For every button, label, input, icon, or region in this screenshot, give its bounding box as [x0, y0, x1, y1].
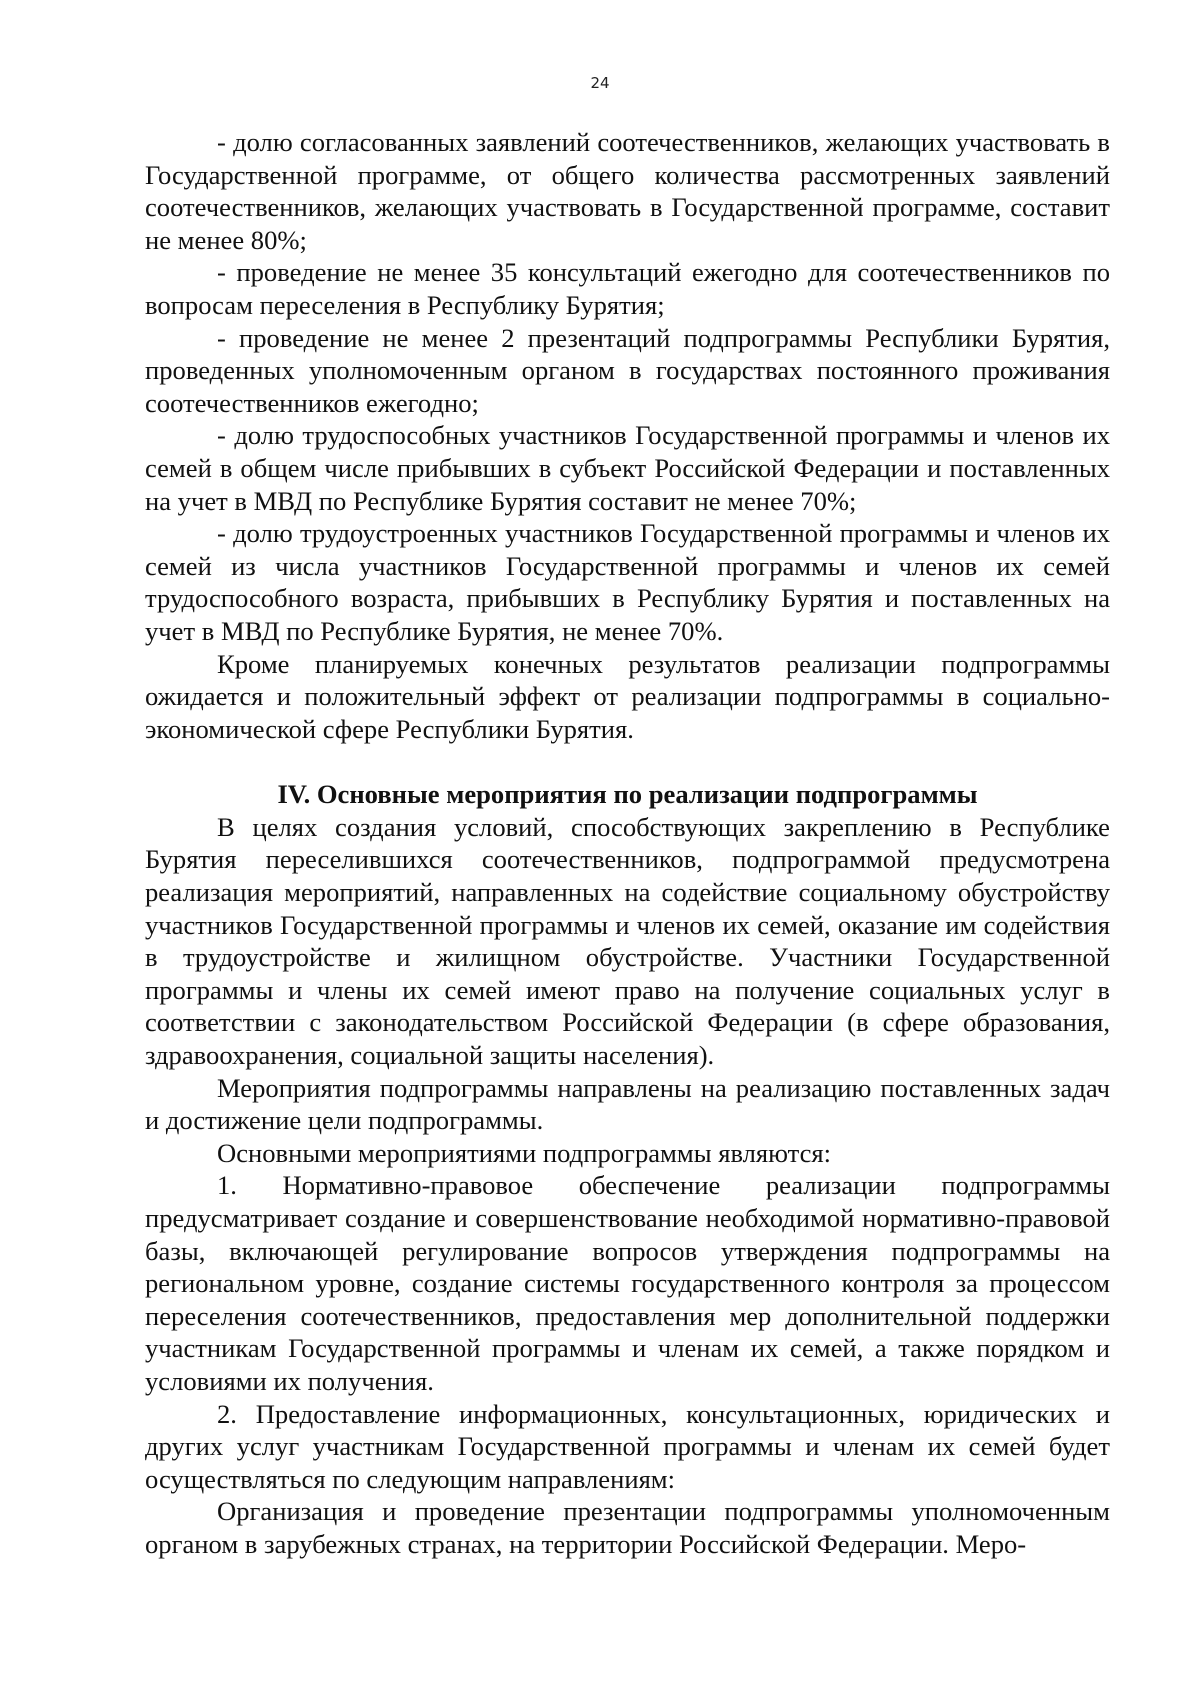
paragraph-presentation-organization: Организация и проведение презентации подпрограммы уполномоченным органом в зарубежных странах, на территории Российской Федерации. Меро- — [145, 1496, 1110, 1559]
paragraph-able-bodied-share: - долю трудоспособных участников Государственной программы и членов их семей в общем числе прибывших в субъект Российской Федерации и поставленных на учет в МВД по Республике Бурятия составит не менее 70%; — [145, 420, 1110, 516]
paragraph-main-measures: Основными мероприятиями подпрограммы являются: — [217, 1137, 832, 1168]
page-number: 24 — [590, 74, 610, 92]
document-body — [145, 126, 1110, 1561]
paragraph-employed-share: - долю трудоустроенных участников Государственной программы и членов их семей из числа участников Государственной программы и членов их семей трудоспособного возраста, прибывших в Республику Бурятия и поставленных на учет в МВД по Республике Бурятия, не менее 70%. — [145, 518, 1110, 646]
paragraph-measure-2: 2. Предоставление информационных, консультационных, юридических и других услуг участникам Государственной программы и членам их семей будет осуществляться по следующим направлениям: — [145, 1398, 1110, 1494]
section-heading: IV. Основные мероприятия по реализации подпрограммы — [277, 779, 978, 810]
paragraph-consultations: - проведение не менее 35 консультаций ежегодно для соотечественников по вопросам переселения в Республику Бурятия; — [145, 257, 1110, 320]
paragraph-measure-1: 1. Нормативно-правовое обеспечение реализации подпрограммы предусматривает создание и совершенствование необходимой нормативно-правовой базы, включающей регулирование вопросов утверждения подпрограммы на региональном уровне, создание системы государственного контроля за процессом переселения соотечественников, предоставления мер дополнительной поддержки участникам Государственной программы и членам их семей, а также порядком и условиями их получения. — [145, 1170, 1110, 1396]
paragraph-positive-effect: Кроме планируемых конечных результатов реализации подпрограммы ожидается и положительный эффект от реализации подпрограммы в социально-экономической сфере Республики Бурятия. — [145, 648, 1110, 744]
paragraph-presentations: - проведение не менее 2 презентаций подпрограммы Республики Бурятия, проведенных уполномоченным органом в государствах постоянного проживания соотечественников ежегодно; — [145, 322, 1110, 418]
paragraph-share-approved-applications: - долю согласованных заявлений соотечественников, желающих участвовать в Государственной программе, от общего количества рассмотренных заявлений соотечественников, желающих участвовать в Государственной программе, составит не менее 80%; — [145, 127, 1110, 255]
paragraph-goals: Мероприятия подпрограммы направлены на реализацию поставленных задач и достижение цели подпрограммы. — [145, 1072, 1110, 1136]
paragraph-conditions: В целях создания условий, способствующих закреплению в Республике Бурятия переселившихся соотечественников, подпрограммой предусмотрена реализация мероприятий, направленных на содействие социальному обустройству участников Государственной программы и членов их семей, оказание им содействия в трудоустройстве и жилищном обустройстве. Участники Государственной программы и члены их семей имеют право на получение социальных услуг в соответствии с законодательством Российской Федерации (в сфере образования, здравоохранения, социальной защиты населения). — [145, 811, 1110, 1071]
